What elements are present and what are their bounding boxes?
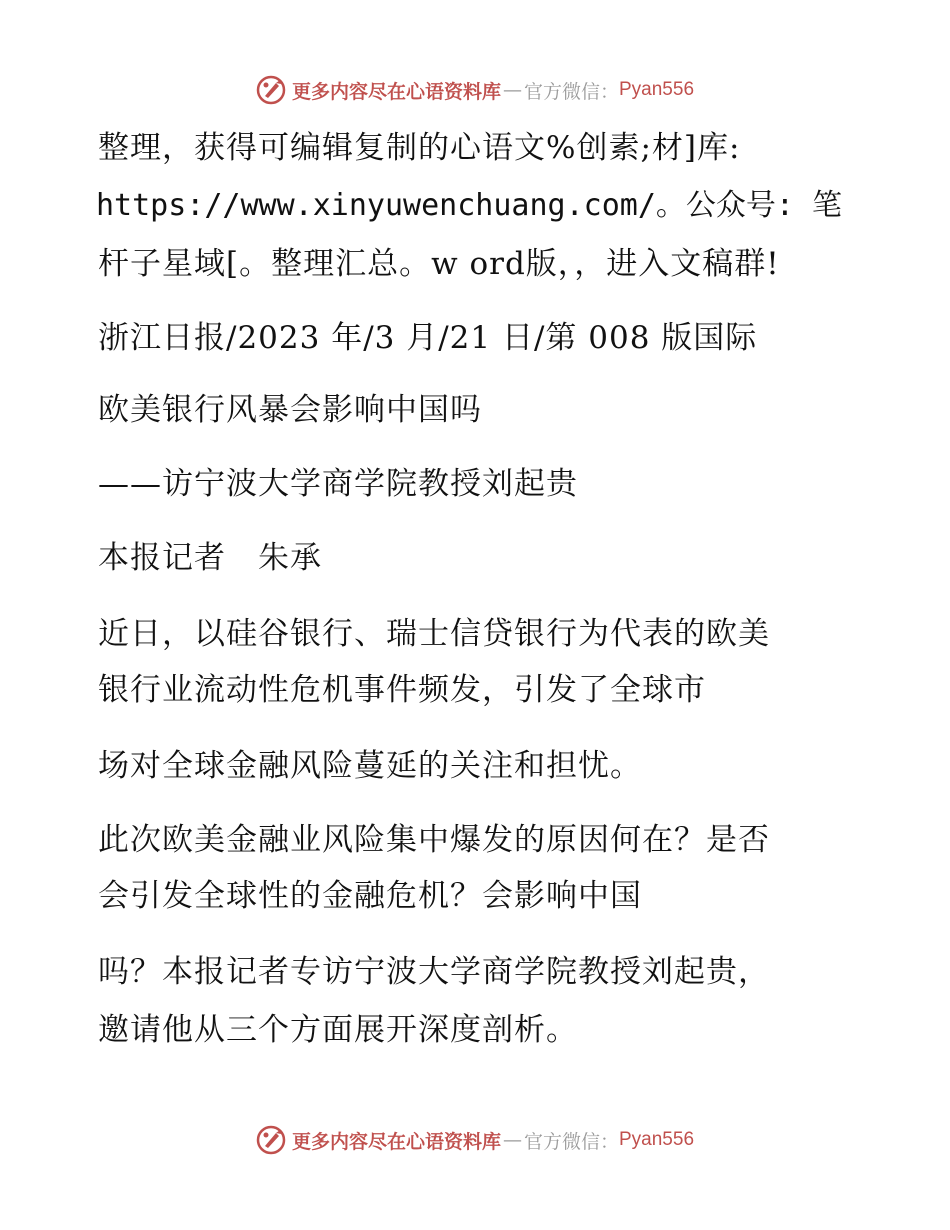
- banner-brand-text: 更多内容尽在心语资料库: [291, 1130, 501, 1153]
- banner-brand-text: 更多内容尽在心语资料库: [291, 80, 501, 103]
- intro-line-2: https://www.xinyuwenchuang.com/。公众号: 笔: [96, 188, 843, 223]
- brand-logo-icon: [256, 1125, 286, 1155]
- paragraph-1-line-1: 近日，以硅谷银行、瑞士信贷银行为代表的欧美: [98, 616, 770, 652]
- paragraph-1-line-2: 银行业流动性危机事件频发，引发了全球市: [98, 672, 706, 708]
- article-source: 浙江日报/2023 年/3 月/21 日/第 008 版国际: [98, 320, 758, 356]
- paragraph-2-line-2: 会引发全球性的金融危机？会影响中国: [98, 878, 642, 914]
- article-subheadline: ——访宁波大学商学院教授刘起贵: [98, 466, 578, 502]
- header-banner: [0, 70, 950, 110]
- brand-logo-icon: [256, 75, 286, 105]
- banner-wechat-label: 官方微信：: [523, 1130, 619, 1153]
- footer-banner: [0, 1120, 950, 1160]
- banner-separator: —: [502, 79, 522, 101]
- banner-wechat-id: Pyan556: [619, 79, 695, 100]
- paragraph-1-line-3: 场对全球金融风险蔓延的关注和担忧。: [98, 748, 642, 784]
- article-byline: 本报记者 朱承: [98, 540, 322, 576]
- intro-line-1: 整理，获得可编辑复制的心语文%创素;材]库:: [98, 130, 741, 166]
- paragraph-3-line-1: 吗？本报记者专访宁波大学商学院教授刘起贵，: [98, 954, 770, 990]
- banner-wechat-id: Pyan556: [619, 1129, 695, 1150]
- banner-wechat-label: 官方微信：: [523, 80, 619, 103]
- article-headline: 欧美银行风暴会影响中国吗: [98, 392, 482, 428]
- paragraph-2-line-1: 此次欧美金融业风险集中爆发的原因何在？是否: [98, 822, 770, 858]
- intro-line-3: 杆子星域[。整理汇总。w ord版，，进入文稿群!: [98, 246, 780, 282]
- banner-separator: —: [502, 1129, 522, 1151]
- paragraph-3-line-2: 邀请他从三个方面展开深度剖析。: [98, 1012, 578, 1048]
